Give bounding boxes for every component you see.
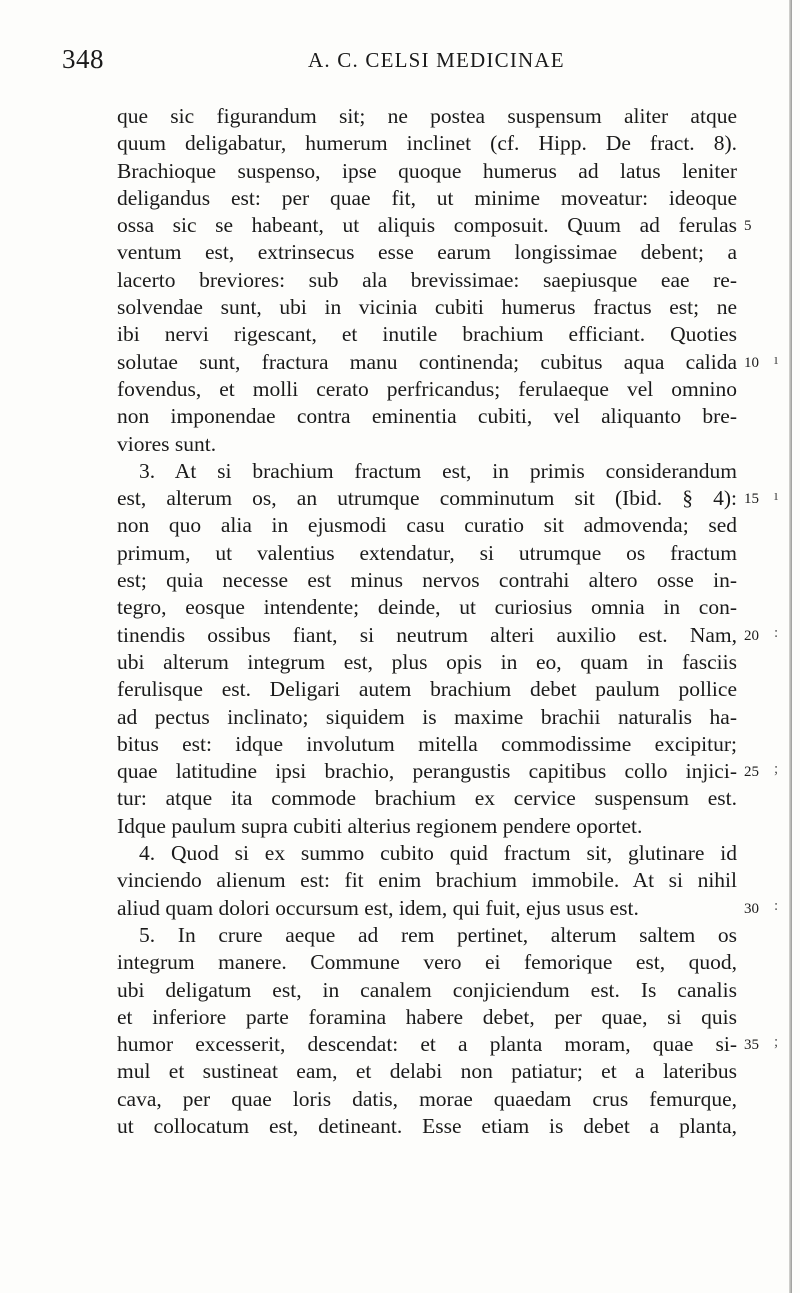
margin-mark: ı bbox=[774, 351, 779, 368]
line-text: que sic figurandum sit; ne postea suspensum aliter atque bbox=[117, 104, 737, 128]
text-line bbox=[117, 485, 759, 512]
text-line bbox=[117, 1086, 737, 1113]
line-text: bitus est: idque involutum mitella commodissime excipitur; bbox=[117, 731, 737, 756]
line-text: solutae sunt, fractura manu continenda; cubitus aqua calida bbox=[117, 349, 737, 374]
line-text: integrum manere. Commune vero ei femorique est, quod, bbox=[117, 950, 737, 975]
margin-mark: ; bbox=[774, 1034, 779, 1051]
line-text: Brachioque suspenso, ipse quoque humerus ad latus leniter bbox=[117, 158, 737, 183]
text-line bbox=[117, 704, 737, 731]
line-number: 35 bbox=[744, 1037, 759, 1054]
line-text: fovendus, et molli cerato perfricandus; ferulaeque vel omnino bbox=[117, 376, 737, 401]
line-text: vinciendo alienum est: fit enim brachium immobile. At si nihil bbox=[117, 868, 737, 893]
text-line bbox=[117, 1058, 737, 1085]
line-number: 5 bbox=[744, 218, 752, 235]
text-line bbox=[117, 376, 737, 403]
text-line bbox=[117, 1031, 759, 1058]
page-header bbox=[62, 44, 752, 84]
text-line bbox=[117, 103, 737, 130]
text-line bbox=[117, 130, 737, 157]
text-line bbox=[117, 321, 737, 348]
text-line bbox=[117, 813, 737, 840]
text-line bbox=[117, 403, 737, 430]
line-text: quae latitudine ipsi brachio, perangustis capitibus collo injici- bbox=[117, 759, 737, 784]
line-number: 15 bbox=[744, 491, 759, 508]
text-line bbox=[117, 676, 737, 703]
page-edge-shadow bbox=[789, 0, 792, 1293]
margin-mark: ı bbox=[774, 488, 779, 505]
page-number: 348 bbox=[62, 44, 104, 74]
line-text: viores sunt. bbox=[117, 431, 217, 456]
margin-mark: ; bbox=[774, 761, 779, 778]
text-line bbox=[117, 785, 737, 812]
line-text: est; quia necesse est minus nervos contrahi altero osse in- bbox=[117, 568, 737, 593]
line-text: non imponendae contra eminentia cubiti, vel aliquanto bre- bbox=[117, 404, 737, 429]
text-line bbox=[117, 649, 737, 676]
text-line bbox=[117, 758, 759, 785]
text-line bbox=[117, 567, 737, 594]
line-text: solvendae sunt, ubi in vicinia cubiti humerus fractus est; ne bbox=[117, 295, 737, 320]
line-text: 3. At si brachium fractum est, in primis considerandum bbox=[139, 458, 737, 483]
line-number: 20 bbox=[744, 627, 759, 644]
line-text: non quo alia in ejusmodi casu curatio sit admovenda; sed bbox=[117, 513, 737, 538]
text-line bbox=[117, 294, 737, 321]
line-text: ad pectus inclinato; siquidem is maxime brachii naturalis ha- bbox=[117, 704, 737, 729]
text-line bbox=[117, 594, 737, 621]
line-text: ubi alterum integrum est, plus opis in eo, quam in fasciis bbox=[117, 649, 737, 674]
line-text: ossa sic se habeant, ut aliquis composuit. Quum ad ferulas bbox=[117, 213, 737, 238]
text-line bbox=[117, 949, 737, 976]
line-text: 5. In crure aeque ad rem pertinet, alterum saltem os bbox=[139, 922, 737, 947]
line-number: 10 bbox=[744, 354, 759, 371]
line-text: primum, ut valentius extendatur, si utrumque os fractum bbox=[117, 540, 737, 565]
line-text: tinendis ossibus fiant, si neutrum alteri auxilio est. Nam, bbox=[117, 622, 737, 647]
text-line bbox=[117, 922, 737, 949]
line-text: mul et sustineat eam, et delabi non patiatur; et a lateribus bbox=[117, 1059, 737, 1084]
text-line bbox=[117, 895, 759, 922]
line-text: ferulisque est. Deligari autem brachium debet paulum pollice bbox=[117, 677, 737, 702]
line-text: Idque paulum supra cubiti alterius regionem pendere oportet. bbox=[117, 813, 643, 838]
line-text: ventum est, extrinsecus esse earum longissimae debent; a bbox=[117, 240, 737, 265]
line-text: ibi nervi rigescant, et inutile brachium efficiant. Quoties bbox=[117, 322, 737, 347]
text-line bbox=[117, 267, 737, 294]
line-text: ut collocatum est, detineant. Esse etiam is debet a planta, bbox=[117, 1113, 737, 1138]
text-line bbox=[117, 158, 737, 185]
line-text: lacerto breviores: sub ala brevissimae: saepiusque eae re- bbox=[117, 267, 737, 292]
line-text: aliud quam dolori occursum est, idem, qui fuit, ejus usus est. bbox=[117, 895, 639, 920]
text-line bbox=[117, 622, 759, 649]
line-text: humor excesserit, descendat: et a planta moram, quae si- bbox=[117, 1032, 737, 1057]
line-text: cava, per quae loris datis, morae quaedam crus femurque, bbox=[117, 1086, 737, 1111]
margin-mark: : bbox=[774, 897, 779, 914]
line-text: ubi deligatum est, in canalem conjiciendum est. Is canalis bbox=[117, 977, 737, 1002]
line-text: est, alterum os, an utrumque comminutum sit (Ibid. § 4): bbox=[117, 486, 737, 511]
text-line bbox=[117, 349, 759, 376]
text-line bbox=[117, 731, 737, 758]
margin-mark: : bbox=[774, 624, 779, 641]
line-text: quum deligabatur, humerum inclinet (cf. Hipp. De fract. 8). bbox=[117, 131, 737, 156]
text-line bbox=[117, 867, 737, 894]
text-line bbox=[117, 1113, 737, 1140]
line-text: deligandus est: per quae fit, ut minime moveatur: ideoque bbox=[117, 185, 737, 210]
line-number: 30 bbox=[744, 900, 759, 917]
line-text: 4. Quod si ex summo cubito quid fractum sit, glutinare id bbox=[139, 841, 737, 866]
text-line bbox=[117, 977, 737, 1004]
line-text: tur: atque ita commode brachium ex cervice suspensum est. bbox=[117, 786, 737, 811]
text-line bbox=[117, 458, 737, 485]
line-text: tegro, eosque intendente; deinde, ut curiosius omnia in con- bbox=[117, 595, 737, 620]
text-line bbox=[117, 239, 737, 266]
text-line bbox=[117, 512, 737, 539]
text-line bbox=[117, 212, 752, 239]
body-text bbox=[117, 103, 759, 1140]
text-line bbox=[117, 1004, 737, 1031]
text-line bbox=[117, 185, 737, 212]
text-line bbox=[117, 431, 737, 458]
line-number: 25 bbox=[744, 764, 759, 781]
text-line bbox=[117, 840, 737, 867]
line-text: et inferiore parte foramina habere debet, per quae, si quis bbox=[117, 1004, 737, 1029]
running-title: A. C. CELSI MEDICINAE bbox=[308, 48, 565, 72]
text-line bbox=[117, 540, 737, 567]
